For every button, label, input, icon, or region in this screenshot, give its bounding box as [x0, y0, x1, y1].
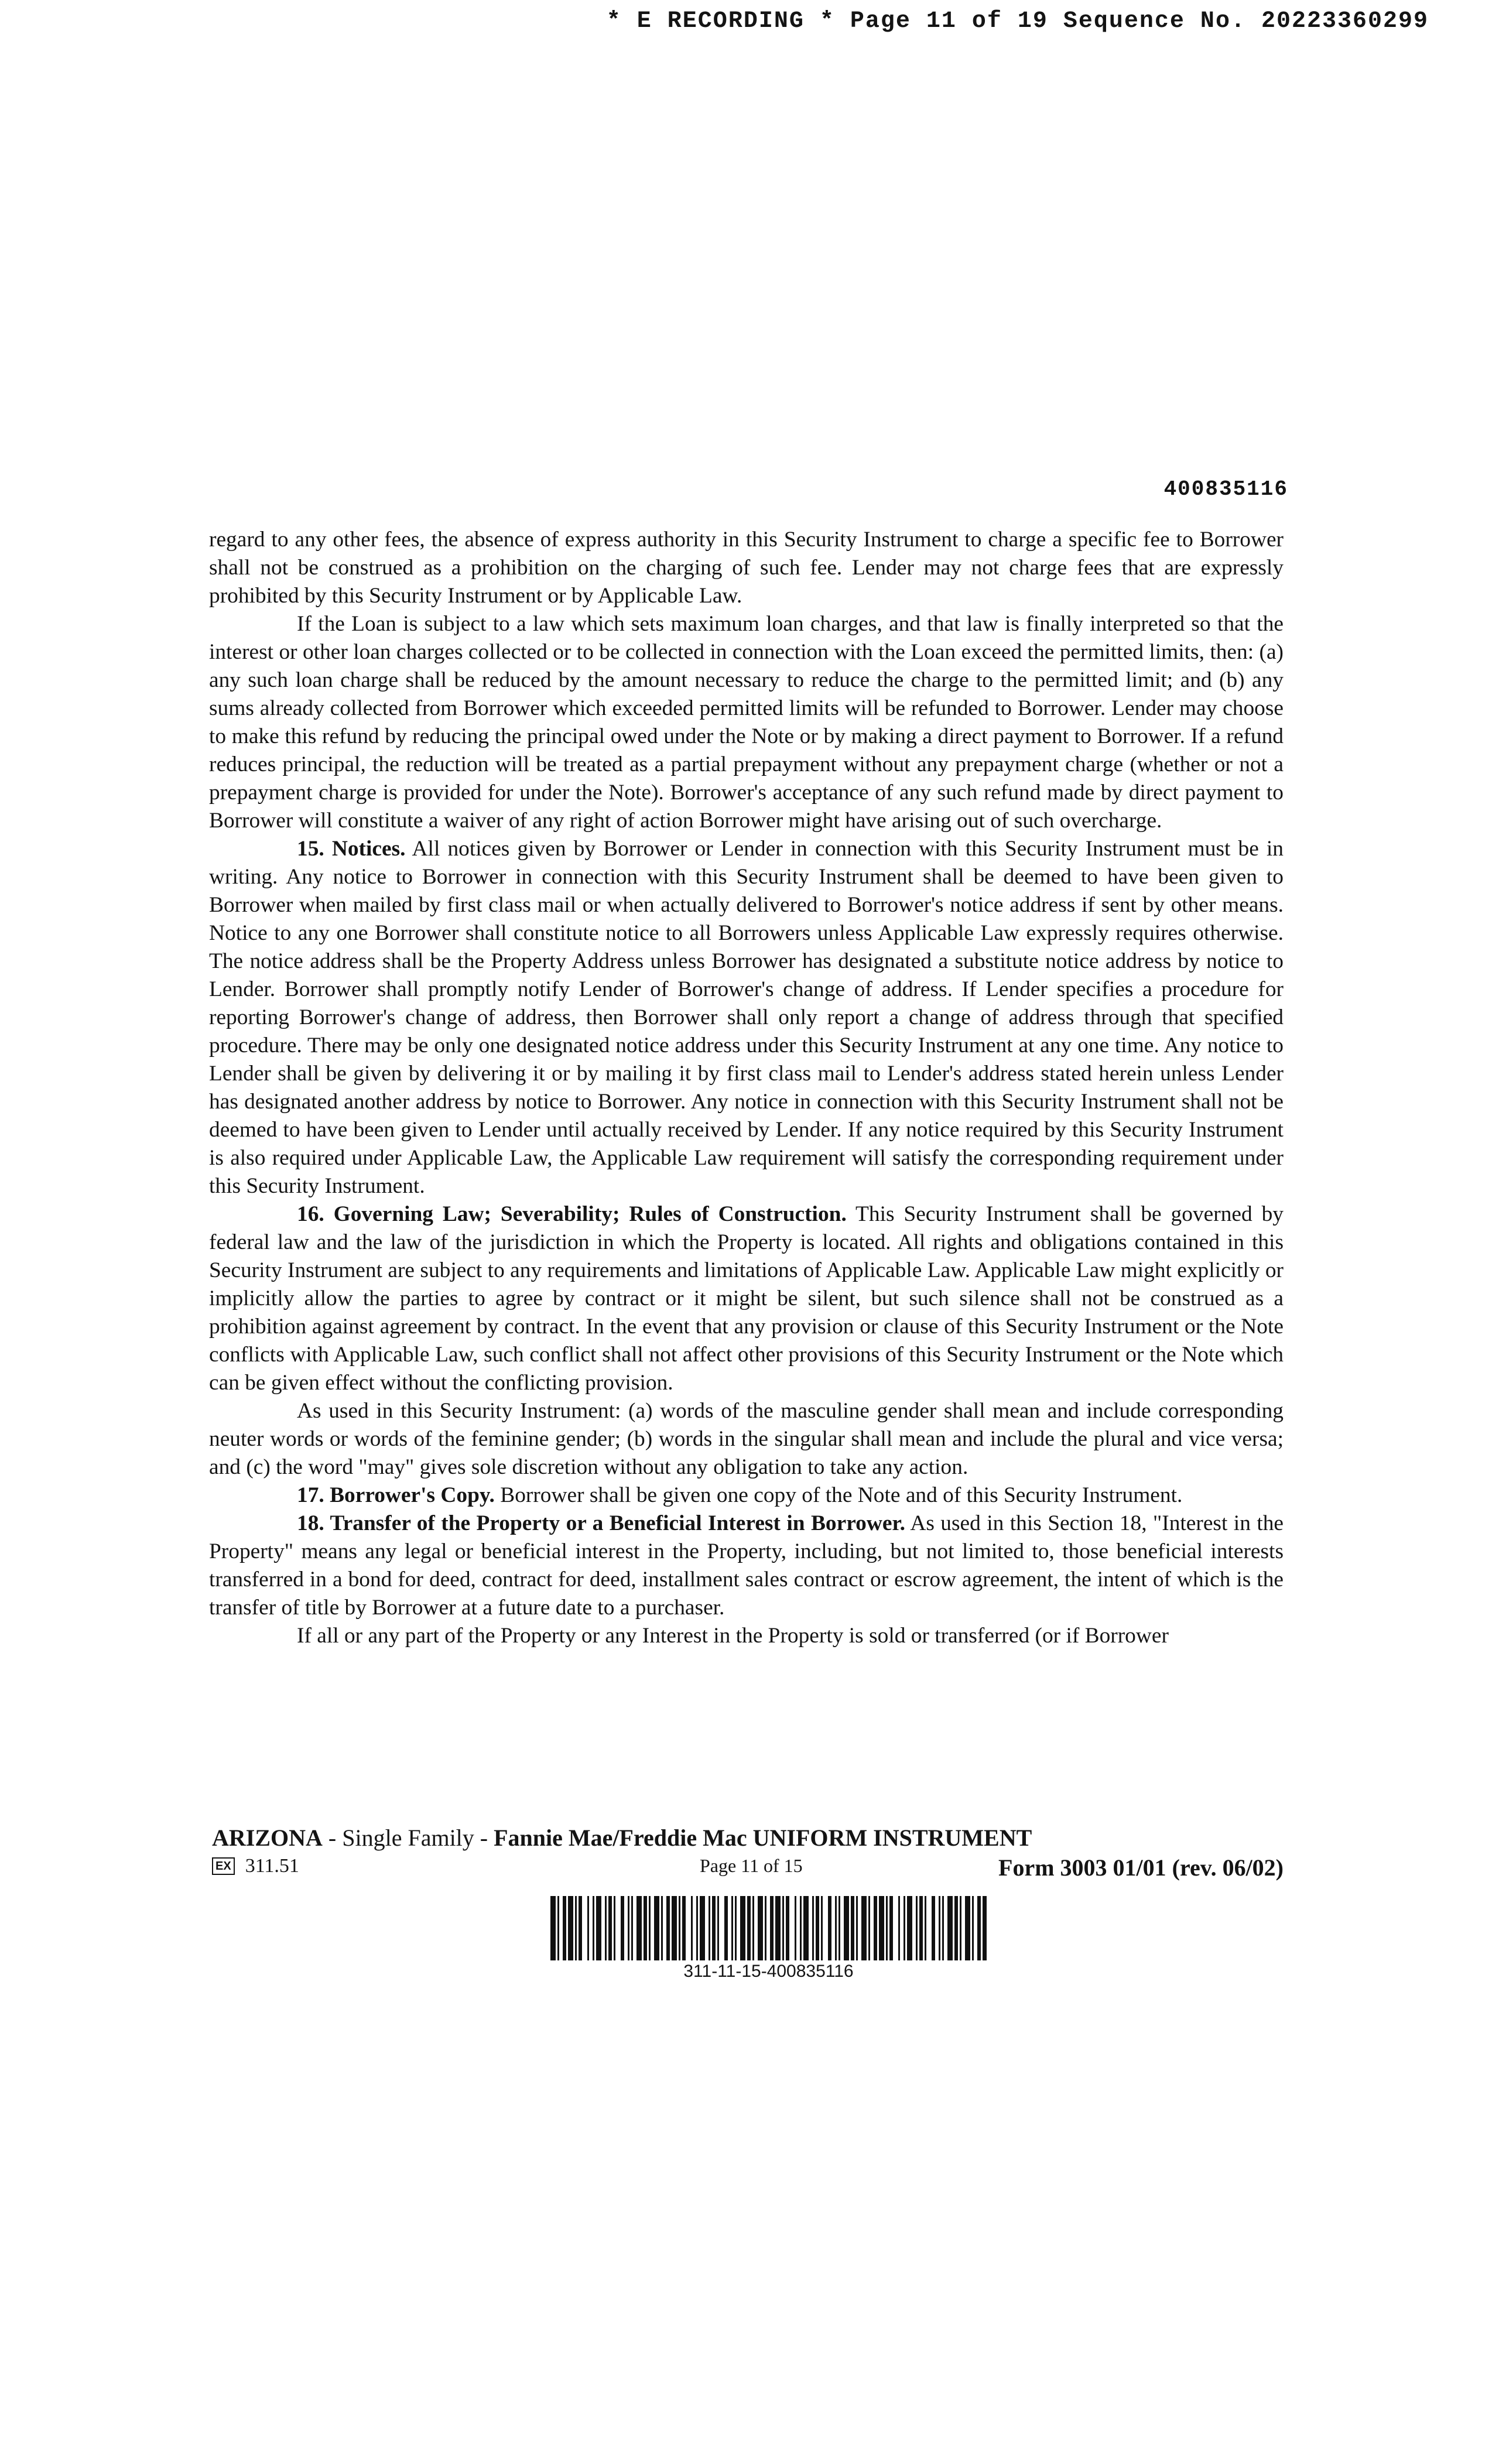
section-18-heading: 18. Transfer of the Property or a Beneficial Interest in Borrower.	[297, 1511, 905, 1535]
paragraph-0	[209, 526, 1284, 610]
paragraph-4	[209, 1397, 1284, 1481]
section-15-text: All notices given by Borrower or Lender in connection with this Security Instrument must be in writing. Any notice to Borrower in connection with this Security Instrument shall be deemed to have been given to Borrower when mailed by first class mail or when actually delivered to Borrower's notice address if sent by other means. Notice to any one Borrower shall constitute notice to all Borrowers unless Applicable Law expressly requires otherwise. The notice address shall be the Property Address unless Borrower has designated a substitute notice address by notice to Lender. Borrower shall promptly notify Lender of Borrower's change of address. If Lender specifies a procedure for reporting Borrower's change of address, then Borrower shall only report a change of address through that specified procedure. There may be only one designated notice address under this Security Instrument at any one time. Any notice to Lender shall be given by delivering it or by mailing it by first class mail to Lender's address stated herein unless Lender has designated another address by notice to Borrower. Any notice in connection with this Security Instrument shall not be deemed to have been given to Lender until actually received by Lender. If any notice required by this Security Instrument is also required under Applicable Law, the Applicable Law requirement will satisfy the corresponding requirement under this Security Instrument.	[209, 837, 1284, 1198]
footer-single-family: - Single Family -	[322, 1825, 494, 1851]
section-17-text: Borrower shall be given one copy of the Note and of this Security Instrument.	[500, 1483, 1183, 1507]
section-16-governing-law	[209, 1200, 1284, 1397]
form-code-text: 311.51	[245, 1855, 299, 1877]
barcode-text: 311-11-15-400835116	[683, 1962, 854, 1981]
paragraph-0-text: regard to any other fees, the absence of express authority in this Security Instrument to charge a specific fee to Borrower shall not be construed as a prohibition on the charging of such fee. Lender may not charge fees that are expressly prohibited by this Security Instrument or by Applicable Law.	[209, 528, 1284, 608]
ex-badge: EX	[212, 1857, 235, 1875]
section-17-heading: 17. Borrower's Copy.	[297, 1483, 495, 1507]
section-18-text: As used in this Section 18, "Interest in the Property" means any legal or beneficial interest in the Property, including, but not limited to, those beneficial interests transferred in a bond for deed, contract for deed, installment sales contract or escrow agreement, the intent of which is the transfer of title by Borrower at a future date to a purchaser.	[209, 1511, 1284, 1620]
paragraph-1-text: If the Loan is subject to a law which sets maximum loan charges, and that law is finally interpreted so that the interest or other loan charges collected or to be collected in connection with the Loan exceed the permitted limits, then: (a) any such loan charge shall be reduced by the amount necessary to reduce the charge to the permitted limit; and (b) any sums already collected from Borrower which exceeded permitted limits will be refunded to Borrower. Lender may choose to make this refund by reducing the principal owed under the Note or by making a direct payment to Borrower. If a refund reduces principal, the reduction will be treated as a partial prepayment without any prepayment charge (whether or not a prepayment charge is provided for under the Note). Borrower's acceptance of any such refund made by direct payment to Borrower will constitute a waiver of any right of action Borrower might have arising out of such overcharge.	[209, 612, 1284, 833]
paragraph-7-text: If all or any part of the Property or any Interest in the Property is sold or transferred (or if Borrower	[297, 1624, 1169, 1648]
section-15-heading: 15. Notices.	[297, 837, 406, 861]
document-body	[209, 526, 1284, 1650]
footer-title	[212, 1824, 1032, 1852]
form-code	[212, 1855, 299, 1877]
footer-state: ARIZONA	[212, 1825, 323, 1851]
section-15-notices	[209, 835, 1284, 1200]
paragraph-1	[209, 610, 1284, 835]
barcode-image	[550, 1896, 987, 1960]
section-18-transfer	[209, 1510, 1284, 1622]
paragraph-7	[209, 1622, 1284, 1650]
section-16-heading: 16. Governing Law; Severability; Rules of Construction.	[297, 1202, 847, 1226]
loan-number: 400835116	[1163, 477, 1288, 501]
paragraph-4-text: As used in this Security Instrument: (a) words of the masculine gender shall mean and include corresponding neuter words or words of the feminine gender; (b) words in the singular shall mean and include the plural and vice versa; and (c) the word "may" gives sole discretion without any obligation to take any action.	[209, 1399, 1284, 1479]
footer-instrument: Fannie Mae/Freddie Mac UNIFORM INSTRUMENT	[494, 1825, 1032, 1851]
footer-row	[212, 1855, 1284, 1884]
form-number: Form 3003 01/01 (rev. 06/02)	[998, 1854, 1284, 1881]
page-number: Page 11 of 15	[700, 1855, 803, 1876]
section-17-borrowers-copy	[209, 1481, 1284, 1510]
section-16-text: This Security Instrument shall be governed by federal law and the law of the jurisdiction in which the Property is located. All rights and obligations contained in this Security Instrument are subject to any requirements and limitations of Applicable Law. Applicable Law might explicitly or implicitly allow the parties to agree by contract or it might be silent, but such silence shall not be construed as a prohibition against agreement by contract. In the event that any provision or clause of this Security Instrument or the Note conflicts with Applicable Law, such conflict shall not affect other provisions of this Security Instrument or the Note which can be given effect without the conflicting provision.	[209, 1202, 1284, 1395]
recording-header: * E RECORDING * Page 11 of 19 Sequence No. 20223360299	[606, 8, 1429, 35]
